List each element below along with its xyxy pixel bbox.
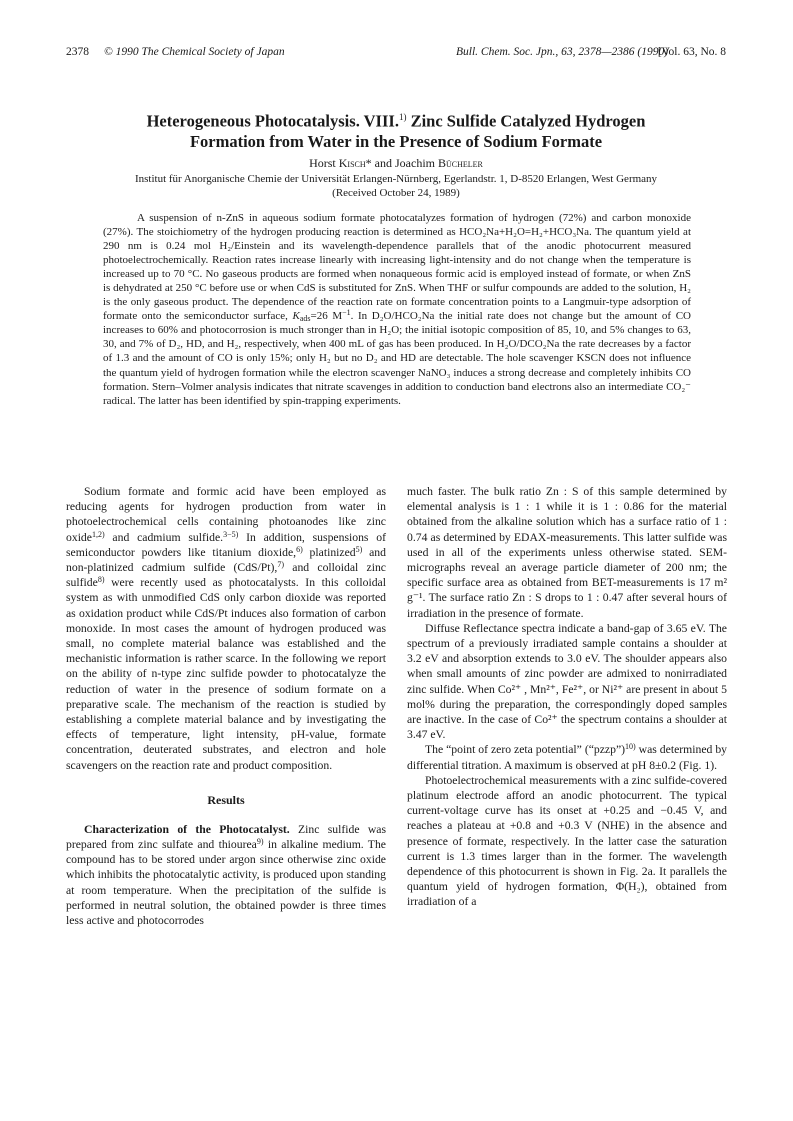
citation: 3−5) (223, 529, 239, 539)
affiliation: Institut für Anorganische Chemie der Universität Erlangen-Nürnberg, Egerlandstr. 1, D-8520 Erlangen, West Germany (134, 173, 658, 185)
citation: 8) (97, 575, 105, 585)
intro-text: and cadmium sulfide. (104, 530, 224, 544)
author2-last-name: Bücheler (438, 156, 483, 170)
body-text: in alkaline medium. The compound has to be stored under argon since otherwise zinc oxide which inhibits the photocatalytic activity, is produced upon standing at room temperature. When the precipitation of the sulfide is performed in neutral solution, the obtained powder is three times less active and photocorrodes (66, 838, 386, 928)
body-paragraph: much faster. The bulk ratio Zn : S of this sample determined by elemental analysis is 1 : 1 while it is 1 : 0.86 for the material obtained from the alkaline solution which has a surface ratio of 1 : 0.74 as determined by EDAX-measurements. This latter sulfide was used in all of the experiments unless otherwise stated. SEM-micrographs reveal an average particle diameter of 200 nm; the specific surface area as obtained from BET-measurements is 17 m² g⁻¹. The surface ratio Zn : S drops to 1 : 0.47 after several hours of irradiation in the presence of formate. (407, 485, 727, 620)
citation: 10) (625, 742, 636, 752)
citation: 6) (296, 544, 303, 554)
volume-issue: [Vol. 63, No. 8 (657, 46, 726, 58)
body-text: was determined by differential titration. A maximum is observed at pH 8±0.2 (Fig. 1). (407, 743, 728, 772)
intro-text: In addition, suspensions of semiconductor powders like titanium dioxide, (66, 530, 386, 559)
k-symbol: K (292, 310, 300, 323)
abstract-part-3: . In D₂O/HCO₂Na the initial rate does not change but the amount of CO increases to 60% and photocorrosion is much stronger than in H₂O; the initial isotopic composition of 85, 10, and 5% changes to 63, 30, and 7% of D₂, HD, and H₂, respectively, when 400 mL of gas has been produced. In H₂O/DCO₂Na the rate decreases by a factor of 1.3 and the amount of CO is only 15%; only H₂ but no D₂ and HD are detectable. The hole scavenger KSCN does not influence the quantum yield of hydrogen formation while the electron scavenger NaNO₃ induces a strong decrease and completely inhibits CO formation. Stern–Volmer analysis indicates that nitrate scavenges in addition to conduction band electrons also an intermediate CO₂⁻ radical. The latter has been identified by spin-trapping experiments. (103, 310, 691, 407)
section-heading-results: Results (207, 792, 245, 807)
title-line-2: Formation from Water in the Presence of Sodium Formate (189, 131, 603, 151)
subsection-heading: Characterization of the Photocatalyst. (84, 822, 290, 836)
abstract-paragraph (103, 211, 691, 408)
stoichiometry-equation: HCO₂Na+H₂O=H₂+HCO₃Na. (459, 226, 592, 239)
title-reference: 1) (398, 112, 407, 122)
k-value: =26 M (310, 310, 343, 323)
author-list (66, 155, 726, 171)
citation: 9) (256, 837, 264, 847)
page-number: 2378 (66, 46, 89, 58)
running-header (66, 44, 726, 60)
corresponding-mark: * (365, 156, 372, 170)
journal-citation: Bull. Chem. Soc. Jpn., 63, 2378—2386 (1990) (456, 46, 669, 58)
article-title (66, 107, 726, 152)
body-text: Zinc sulfide was prepared from zinc sulfate and thiourea (66, 822, 386, 852)
intro-text: and non-platinized cadmium sulfide (CdS/Pt), (66, 545, 386, 575)
characterization-paragraph (66, 822, 386, 928)
author1-first-name: Horst (309, 156, 339, 170)
title-line-1-rest: Zinc Sulfide Catalyzed Hydrogen (406, 111, 646, 131)
abstract (103, 211, 691, 408)
received-date: (Received October 24, 1989) (332, 187, 460, 199)
citation: 5) (355, 544, 363, 554)
intro-text: were recently used as photocatalysts. In this colloidal system as with unmodified CdS only carbon dioxide was reported as oxidation product while CdS/Pt induces also formation of carbon monoxide. In most cases the amount of hydrogen produced was small, no complete material balance was established and the mechanistic information is rather scarce. In the following we report on the ability of n-type zinc sulfide powder to photocatalyze the reduction of water in the presence of sodium formate on a preparative scale. The mechanism of the reaction is studied by establishing a complete material balance and by investigating the effects of temperature, light intensity, pH-value, formate concentration, deuterated substrates, and electron and hole scavengers on the reaction rate and product composition. (66, 576, 386, 772)
right-column (407, 484, 727, 910)
citation: 1,2) (91, 529, 105, 539)
body-text: The “point of zero zeta potential” (“pzzp”) (425, 743, 626, 757)
body-paragraph: Diffuse Reflectance spectra indicate a band-gap of 3.65 eV. The spectrum of a previously irradiated sample contains a shoulder at 3.2 eV and absorption extends to 3.0 eV. The shoulder appears also when small amounts of zinc powder are admixed to nonirradiated zinc sulfide. When Co²⁺ , Mn²⁺, Fe²⁺, or Ni²⁺ are present in about 5 mol% during the preparation, the correspondingly doped samples are inactive. In the case of Co²⁺ the spectrum contains a shoulder at 3.47 eV. (407, 621, 727, 742)
author-connector: and Joachim (371, 156, 438, 170)
body-paragraph (407, 742, 727, 772)
k-exponent: −1 (342, 308, 351, 318)
title-line-1: Heterogeneous Photocatalysis. VIII. (146, 111, 399, 131)
abstract-part-2: The quantum yield at 290 nm is 0.24 mol H₂/Einstein and its wavelength-dependence parallels that of the anodic photocurrent measured photoelectrochemically. Reaction rates increase linearly with increasing light-intensity and do not change when the temperature is increased up to 70 °C. No gaseous products are formed when nonaqueous formic acid is employed instead of formate, or when ZnS is dehydrated at 250 °C before use or when CdS is substituted for ZnS. When THF or sulfur compounds are added to the solution, H₂ is the only gaseous product. The dependence of the reaction rate on formate concentration points to a Langmuir-type adsorption of formate onto the semiconductor surface, (103, 226, 691, 323)
abstract-part-1: A suspension of n-ZnS in aqueous sodium formate photocatalyzes formation of hydrogen (72%) and carbon monoxide (27%). The stoichiometry of the hydrogen producing reaction is determined as (103, 212, 691, 239)
intro-text: and colloidal zinc sulfide (66, 561, 386, 590)
left-column (66, 484, 386, 928)
body-paragraph: Photoelectrochemical measurements with a zinc sulfide-covered platinum electrode afford an anodic photocurrent. The typical current-voltage curve has its onset at +0.25 and −0.45 V, and reaches a plateau at +0.8 and +0.3 V (NHE) in the absence and presence of formate, respectively. In the latter case the saturation current is 1.3 times larger than in the former. The wavelength dependence of this photocurrent is shown in Fig. 2a. It parallels the quantum yield of hydrogen formation, Φ(H₂), obtained from irradiation of a (407, 773, 727, 909)
intro-text: platinized (302, 545, 356, 559)
citation: 7) (277, 560, 285, 570)
introduction-paragraph (66, 484, 386, 773)
affiliation-block (66, 172, 726, 200)
author1-last-name: Kisch (338, 156, 366, 170)
intro-text: Sodium formate and formic acid have been employed as reducing agents for hydrogen production from water in photoelectrochemical cells containing photoanodes like zinc oxide (66, 485, 386, 544)
k-subscript: ads (299, 314, 311, 324)
copyright-notice: © 1990 The Chemical Society of Japan (104, 46, 285, 58)
